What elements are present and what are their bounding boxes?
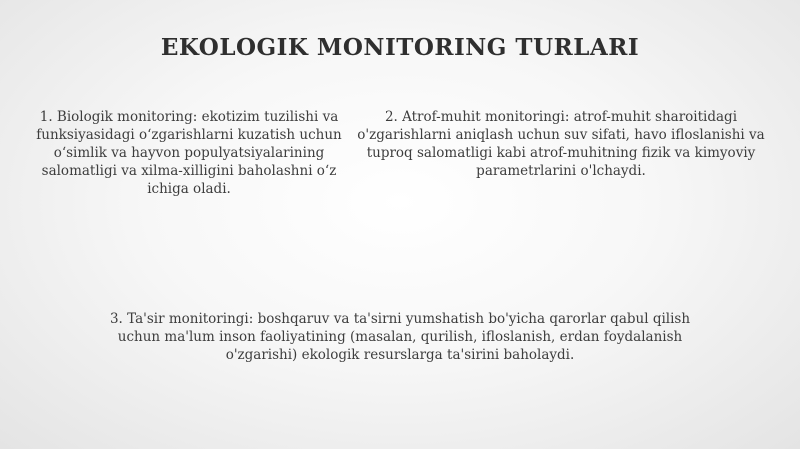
- slide-title: EKOLOGIK MONITORING TURLARI: [160, 34, 640, 61]
- text-block-environmental-monitoring: 2. Atrof-muhit monitoringi: atrof-muhit sharoitidagi o'zgarishlarni aniqlash uchun suv sifati, havo ifloslanishi va tuproq salomatligi kabi atrof-muhitning fizik va kimyoviy parametrlarini o'lchaydi.: [357, 109, 765, 179]
- text-block-impact-monitoring: 3. Ta'sir monitoringi: boshqaruv va ta'sirni yumshatish bo'yicha qarorlar qabul qilish uchun ma'lum inson faoliyatining (masalan, qurilish, ifloslanish, erdan foydalanish o'zgarishi) ekologik resurslarga ta'sirini baholaydi.: [109, 311, 691, 363]
- text-block-biological-monitoring: 1. Biologik monitoring: ekotizim tuzilishi va funksiyasidagi o‘zgarishlarni kuzatish uchun o‘simlik va hayvon populyatsiyalarining salomatligi va xilma-xilligini baholashni o‘z ichiga oladi.: [36, 109, 342, 197]
